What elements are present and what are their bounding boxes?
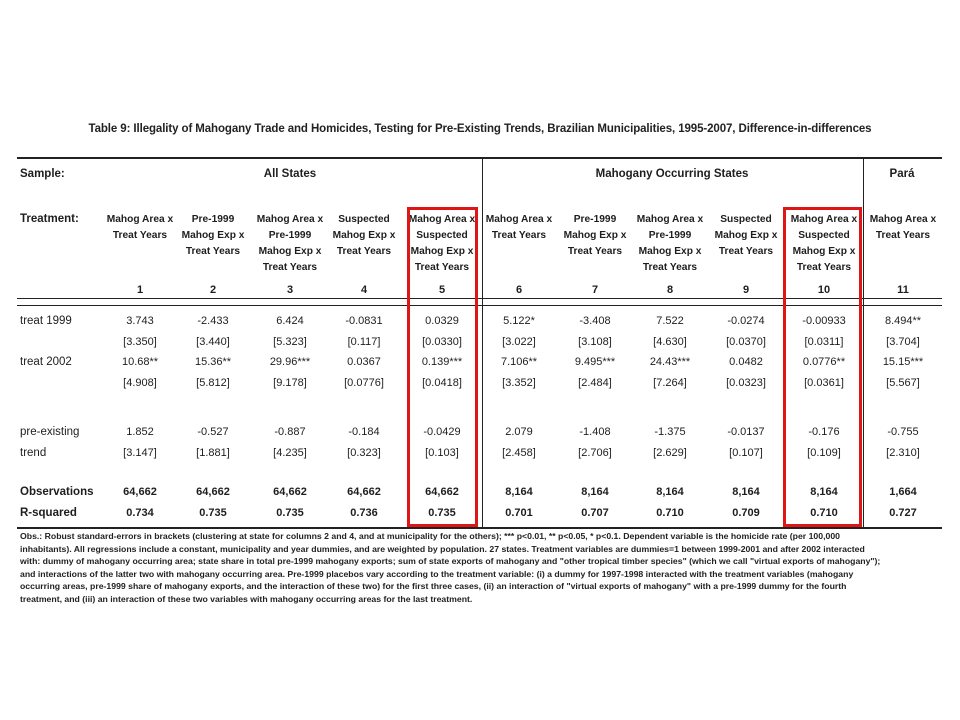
top-rule: [17, 157, 942, 159]
treatment-line: Treat Years: [875, 230, 931, 241]
row-label: treat 1999: [20, 315, 72, 327]
table-cell: 24.43***: [649, 356, 691, 368]
column-7-number: 7: [591, 284, 599, 296]
sample-mahogany-states: Mahogany Occurring States: [595, 168, 749, 180]
table-cell: [0.0330]: [422, 336, 462, 348]
table-cell: 1.852: [126, 426, 154, 438]
table-cell: 9.495***: [574, 356, 616, 368]
table-cell: 0.710: [656, 507, 684, 519]
column-8-treatment: [637, 212, 703, 276]
table-cell: [7.264]: [653, 377, 687, 389]
treatment-line: Pre-1999: [573, 214, 617, 225]
table-cell: -0.527: [197, 426, 229, 438]
table-cell: [3.022]: [502, 336, 536, 348]
treatment-line: Treat Years: [642, 262, 698, 273]
group-divider-2: [863, 158, 864, 528]
treatment-line: Pre-1999: [648, 230, 692, 241]
column-6-treatment: [486, 212, 552, 244]
treatment-line: Mahog Area x: [408, 214, 476, 225]
treatment-line: Pre-1999: [191, 214, 235, 225]
treatment-line: Mahog Exp x: [410, 246, 474, 257]
treatment-line: Treat Years: [718, 246, 774, 257]
treatment-line: Treat Years: [414, 262, 470, 273]
treatment-line: Mahog Area x: [256, 214, 324, 225]
treatment-line: Treat Years: [262, 262, 318, 273]
treatment-line: Mahog Area x: [636, 214, 704, 225]
sample-all-states: All States: [263, 168, 317, 180]
table-cell: [0.0418]: [422, 377, 462, 389]
table-cell: 0.736: [350, 507, 378, 519]
table-cell: [3.108]: [578, 336, 612, 348]
treatment-line: Treat Years: [567, 246, 623, 257]
table-cell: -3.408: [579, 315, 611, 327]
treatment-line: Suspected: [720, 214, 772, 225]
treatment-line: Mahog Exp x: [332, 230, 396, 241]
table-cell: 3.743: [126, 315, 154, 327]
table-cell: 1,664: [889, 486, 917, 498]
table-cell: [2.706]: [578, 447, 612, 459]
table-cell: 64,662: [196, 486, 230, 498]
table-cell: 8,164: [810, 486, 838, 498]
column-1-treatment: [107, 212, 173, 244]
table-cell: 5.122*: [503, 315, 535, 327]
treatment-line: Mahog Area x: [790, 214, 858, 225]
table-cell: [1.881]: [196, 447, 230, 459]
table-cell: [3.350]: [123, 336, 157, 348]
note-line: and interactions of the latter two with mahogany occurring area. Pre-1999 placebos vary according to the treatment variable: (i) a dummy for 1997-1998 interacted with the treatment variables (mahogany: [20, 568, 854, 579]
treatment-line: Mahog Area x: [869, 214, 937, 225]
table-cell: 6.424: [276, 315, 304, 327]
table-cell: -0.176: [808, 426, 840, 438]
treatment-line: Mahog Exp x: [714, 230, 778, 241]
table-cell: 64,662: [347, 486, 381, 498]
table-cell: 0.0329: [425, 315, 459, 327]
table-cell: -0.0274: [727, 315, 765, 327]
highlight-column-10: [783, 207, 862, 527]
sample-label: Sample:: [20, 168, 65, 180]
table-cell: 0.735: [428, 507, 456, 519]
treatment-line: Mahog Exp x: [563, 230, 627, 241]
column-8-number: 8: [666, 284, 674, 296]
column-9-number: 9: [742, 284, 750, 296]
table-cell: [4.235]: [273, 447, 307, 459]
table-cell: [5.812]: [196, 377, 230, 389]
sample-para: Pará: [889, 168, 915, 180]
treatment-line: Treat Years: [112, 230, 168, 241]
row-label: trend: [20, 447, 47, 459]
table-cell: [0.107]: [729, 447, 763, 459]
table-cell: [4.908]: [123, 377, 157, 389]
bottom-rule: [17, 527, 942, 529]
table-cell: [0.0311]: [804, 336, 844, 348]
table-cell: [9.178]: [273, 377, 307, 389]
table-cell: [3.704]: [886, 336, 920, 348]
treatment-line: Mahog Exp x: [792, 246, 856, 257]
column-6-number: 6: [515, 284, 523, 296]
note-line: occurring areas, pre-1999 share of mahogany exports, and the interaction of these two) for the first three cases, (ii) an interaction of "virtual exports of mahogany" with a pre-1999 dummy for the fourth: [20, 581, 847, 592]
table-cell: 0.0482: [729, 356, 763, 368]
table-cell: -0.0137: [727, 426, 765, 438]
table-cell: 8,164: [505, 486, 533, 498]
table-cell: -0.00933: [802, 315, 846, 327]
table-cell: -0.887: [274, 426, 306, 438]
treatment-label: Treatment:: [20, 213, 79, 225]
table-cell: [3.147]: [123, 447, 157, 459]
treatment-line: Mahog Area x: [485, 214, 553, 225]
table-cell: -2.433: [197, 315, 229, 327]
table-cell: 0.709: [732, 507, 760, 519]
treatment-line: Treat Years: [336, 246, 392, 257]
treatment-line: Mahog Exp x: [258, 246, 322, 257]
table-cell: -1.375: [654, 426, 686, 438]
treatment-line: Suspected: [798, 230, 850, 241]
treatment-line: Suspected: [416, 230, 468, 241]
table-cell: [2.458]: [502, 447, 536, 459]
table-cell: [5.323]: [273, 336, 307, 348]
treatment-line: Treat Years: [185, 246, 241, 257]
group-divider-1: [482, 158, 483, 528]
table-cell: [0.117]: [347, 336, 381, 348]
column-10-number: 10: [817, 284, 831, 296]
table-cell: 10.68**: [121, 356, 159, 368]
table-cell: 0.0776**: [802, 356, 846, 368]
table-cell: 0.710: [810, 507, 838, 519]
table-cell: 0.707: [581, 507, 609, 519]
table-notes: [20, 530, 940, 606]
table-cell: -0.755: [887, 426, 919, 438]
table-cell: 64,662: [273, 486, 307, 498]
table-cell: -1.408: [579, 426, 611, 438]
row-label: treat 2002: [20, 356, 72, 368]
row-label: pre-existing: [20, 426, 80, 438]
treatment-line: Suspected: [338, 214, 390, 225]
highlight-column-5: [407, 207, 478, 527]
column-11-treatment: [870, 212, 936, 244]
table-title: Table 9: Illegality of Mahogany Trade and Homicides, Testing for Pre-Existing Trends, Brazilian Municipalities, 1995-2007, Difference-in-differences: [88, 123, 872, 135]
treatment-line: Treat Years: [491, 230, 547, 241]
note-line: with: dummy of mahogany occurring area; state share in total pre-1999 mahogany exports; sum of state exports of mahogany and "other tropical timber species" (which we call "virtual exports of mahogany");: [20, 556, 881, 567]
table-cell: [5.567]: [886, 377, 920, 389]
column-1-number: 1: [136, 284, 144, 296]
table-cell: [0.0323]: [726, 377, 766, 389]
column-4-number: 4: [360, 284, 368, 296]
table-cell: 7.106**: [500, 356, 538, 368]
table-cell: [0.323]: [347, 447, 381, 459]
table-cell: [0.109]: [807, 447, 841, 459]
column-3-treatment: [257, 212, 323, 276]
table-cell: [0.0370]: [726, 336, 766, 348]
table-cell: -0.184: [348, 426, 380, 438]
table-cell: 0.701: [505, 507, 533, 519]
table-cell: [2.629]: [653, 447, 687, 459]
column-3-number: 3: [286, 284, 294, 296]
table-cell: 0.735: [199, 507, 227, 519]
note-line: Obs.: Robust standard-errors in brackets (clustering at state for columns 2 and 4, and at municipality for the others); *** p<0.01, ** p<0.05, * p<0.1. Dependent variable is the homicide rate (per 100,000: [20, 531, 841, 541]
treatment-line: Mahog Exp x: [181, 230, 245, 241]
column-7-treatment: [564, 212, 627, 260]
table-cell: [3.440]: [196, 336, 230, 348]
table-cell: 29.96***: [269, 356, 311, 368]
table-cell: 0.139***: [421, 356, 463, 368]
treatment-line: Mahog Area x: [106, 214, 174, 225]
table-cell: 8.494**: [884, 315, 922, 327]
column-9-treatment: [715, 212, 778, 260]
table-cell: 0.735: [276, 507, 304, 519]
row-label: R-squared: [20, 507, 77, 519]
table-cell: [0.103]: [425, 447, 459, 459]
table-cell: [3.352]: [502, 377, 536, 389]
table-cell: 15.36**: [194, 356, 232, 368]
table-cell: [0.0361]: [804, 377, 844, 389]
row-label: Observations: [20, 486, 94, 498]
treatment-line: Mahog Exp x: [638, 246, 702, 257]
column-4-treatment: [333, 212, 396, 260]
column-2-number: 2: [209, 284, 217, 296]
table-cell: -0.0831: [345, 315, 383, 327]
table-cell: [2.310]: [886, 447, 920, 459]
table-cell: 0.734: [126, 507, 154, 519]
column-5-number: 5: [438, 284, 446, 296]
table-cell: 7.522: [656, 315, 684, 327]
table-cell: 8,164: [732, 486, 760, 498]
column-2-treatment: [182, 212, 245, 260]
note-line: inhabitants). All regressions include a constant, municipality and year dummies, and are weighted by population. 27 states. Treatment variables are dummies=1 between 1999-2001 and after 2002 interacted: [20, 543, 865, 554]
table-cell: 8,164: [656, 486, 684, 498]
column-11-number: 11: [897, 284, 909, 296]
treatment-line: Treat Years: [796, 262, 852, 273]
table-cell: 15.15***: [882, 356, 924, 368]
table-cell: [0.0776]: [344, 377, 384, 389]
note-line: treatment, and (iii) an interaction of these two variables with mahogany occurring areas for the last treatment.: [20, 593, 473, 604]
table-cell: [2.484]: [578, 377, 612, 389]
treatment-line: Pre-1999: [268, 230, 312, 241]
table-cell: 64,662: [123, 486, 157, 498]
table-cell: 64,662: [425, 486, 459, 498]
table-cell: [4.630]: [653, 336, 687, 348]
table-cell: 8,164: [581, 486, 609, 498]
table-cell: 0.0367: [347, 356, 381, 368]
table-cell: 0.727: [889, 507, 917, 519]
table-cell: 2.079: [505, 426, 533, 438]
table-cell: -0.0429: [423, 426, 461, 438]
